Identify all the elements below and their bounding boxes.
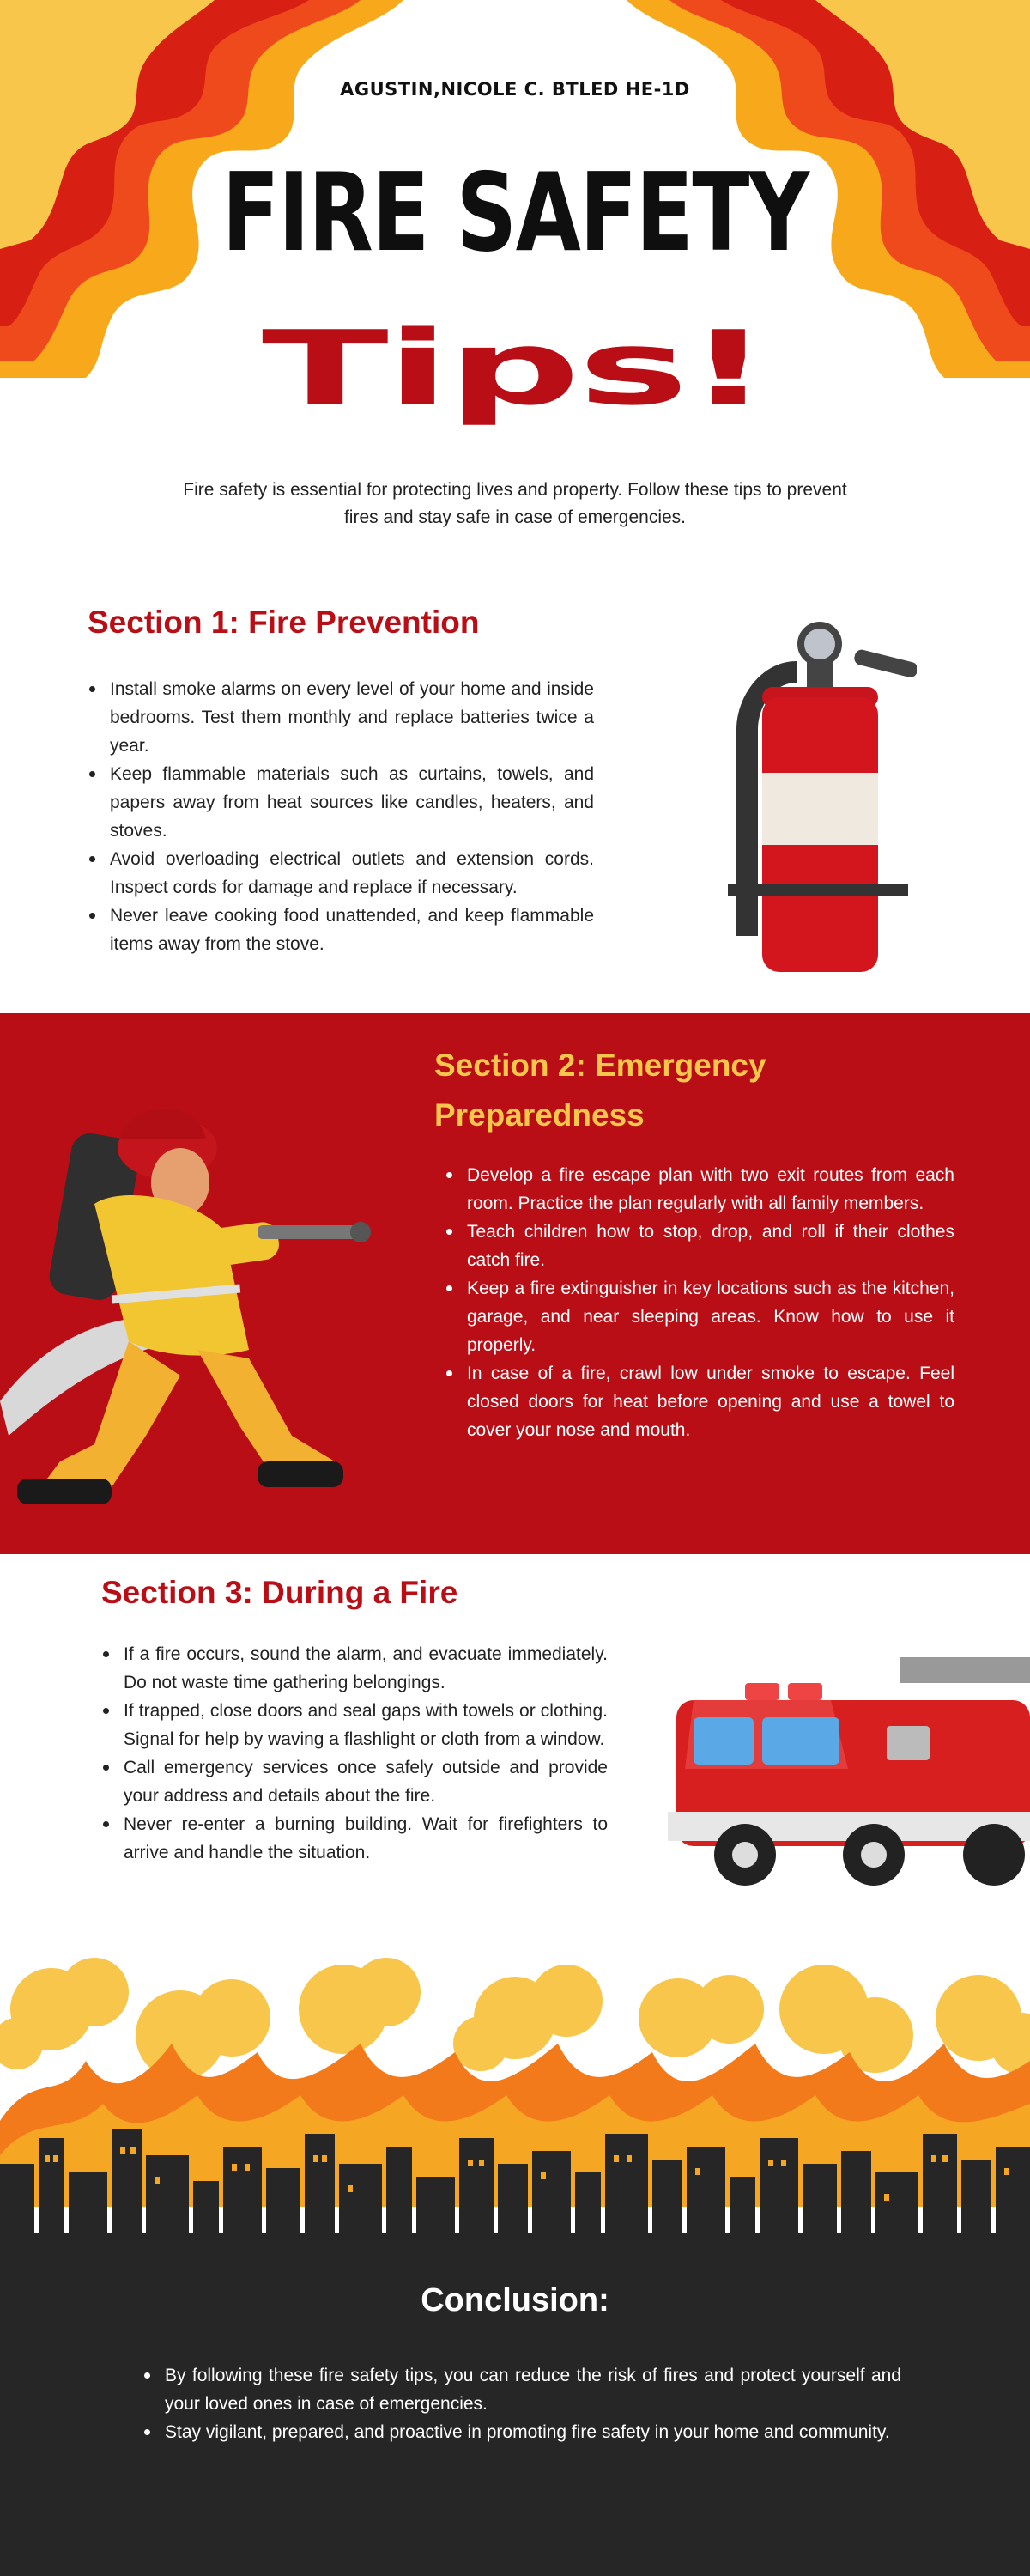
section-heading: Section 3: During a Fire — [101, 1575, 458, 1610]
section-during-a-fire — [0, 1554, 1030, 1966]
list-item: If trapped, close doors and seal gaps with towels or clothing. Signal for help by waving a flashlight or cloth from a window. — [100, 1697, 608, 1753]
author-line: AGUSTIN,NICOLE C. BTLED HE-1D — [340, 79, 690, 100]
list-item: By following these fire safety tips, you can reduce the risk of fires and protect yourself and your loved ones in case of emergencies. — [141, 2361, 901, 2418]
section-emergency-preparedness — [0, 1013, 1030, 1554]
conclusion-section — [0, 2258, 1030, 2576]
list-item: Never re-enter a burning building. Wait for firefighters to arrive and handle the situation. — [100, 1810, 608, 1867]
list-item: Keep a fire extinguisher in key locations such as the kitchen, garage, and near sleeping areas. Know how to use it properly. — [443, 1274, 954, 1359]
fire-extinguisher-illustration — [711, 601, 917, 979]
city-fire-graphic — [0, 1949, 1030, 2267]
bullet-list — [100, 1640, 608, 1867]
list-item: Keep flammable materials such as curtains, towels, and papers away from heat sources like candles, heaters, and stoves. — [86, 760, 594, 845]
bullet-list — [141, 2361, 901, 2446]
section-heading: Section 1: Fire Prevention — [88, 605, 480, 640]
list-item: Never leave cooking food unattended, and keep flammable items away from the stove. — [86, 902, 594, 958]
page-title: FIRE SAFETY — [221, 149, 809, 276]
list-item: Teach children how to stop, drop, and roll if their clothes catch fire. — [443, 1218, 954, 1274]
page-subtitle: Tips! — [261, 309, 769, 428]
fire-truck-illustration — [659, 1640, 1030, 1898]
conclusion-heading: Conclusion: — [421, 2282, 609, 2318]
section-heading: Section 2: Emergency Preparedness — [434, 1048, 766, 1133]
list-item: If a fire occurs, sound the alarm, and evacuate immediately. Do not waste time gathering belongings. — [100, 1640, 608, 1697]
list-item: In case of a fire, crawl low under smoke to escape. Feel closed doors for heat before opening and use a towel to cover your nose and mouth. — [443, 1359, 954, 1444]
hero-header — [0, 0, 1030, 550]
list-item: Avoid overloading electrical outlets and extension cords. Inspect cords for damage and replace if necessary. — [86, 845, 594, 902]
bullet-list — [86, 675, 594, 958]
intro-paragraph: Fire safety is essential for protecting lives and property. Follow these tips to prevent fires and stay safe in case of emergencies. — [183, 480, 847, 527]
bullet-list — [443, 1161, 954, 1444]
section-fire-prevention — [0, 550, 1030, 1013]
list-item: Develop a fire escape plan with two exit routes from each room. Practice the plan regularly with all family members. — [443, 1161, 954, 1218]
firefighter-illustration — [0, 1032, 395, 1522]
list-item: Stay vigilant, prepared, and proactive in promoting fire safety in your home and community. — [141, 2418, 901, 2446]
list-item: Install smoke alarms on every level of your home and inside bedrooms. Test them monthly and replace batteries twice a year. — [86, 675, 594, 760]
list-item: Call emergency services once safely outside and provide your address and details about the fire. — [100, 1753, 608, 1810]
burning-city-illustration — [0, 1949, 1030, 2267]
